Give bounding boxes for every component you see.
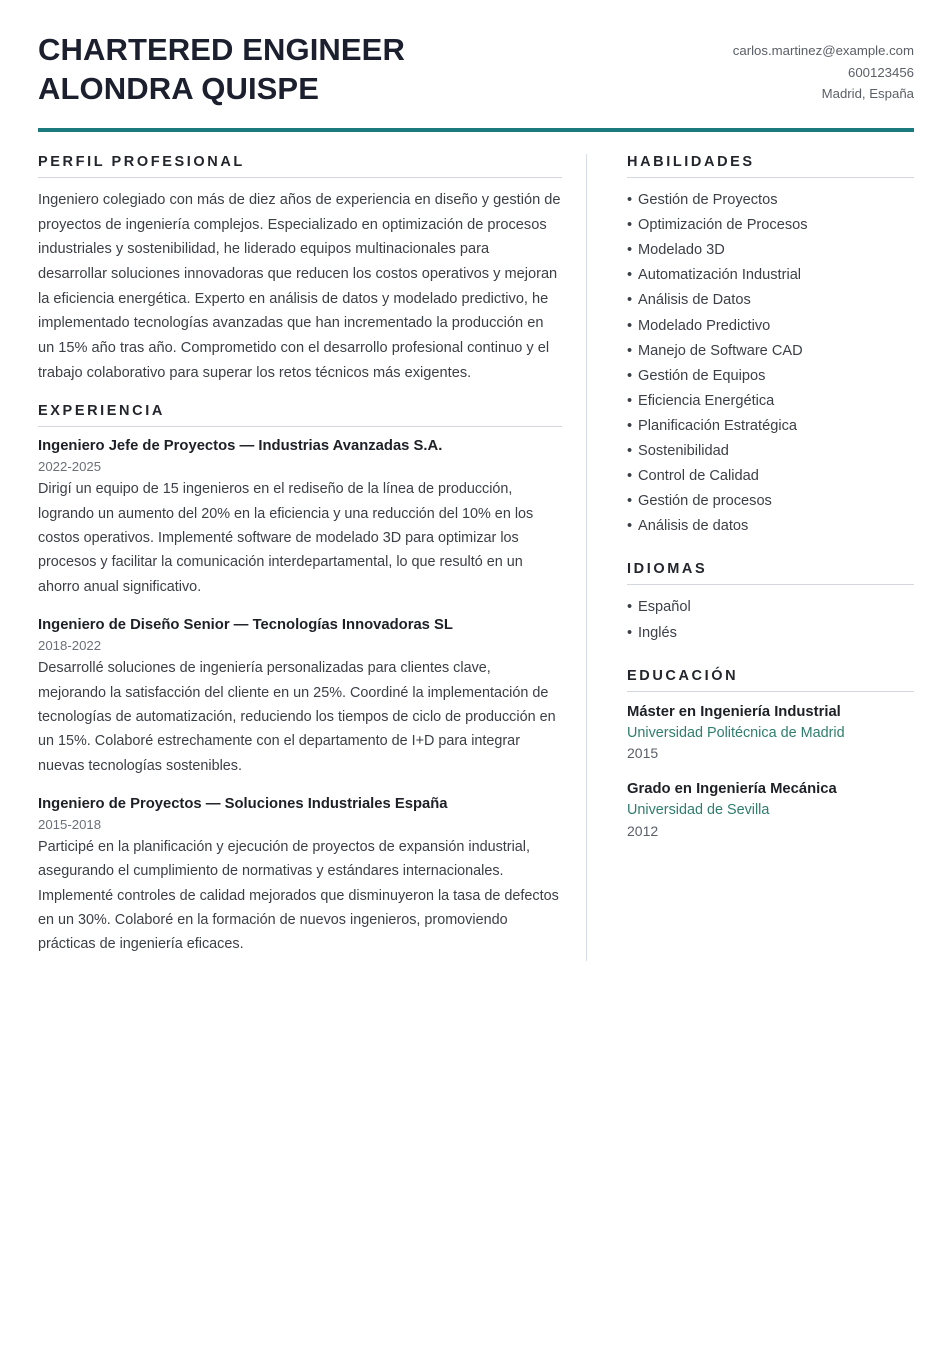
- bullet-icon: •: [627, 624, 633, 641]
- skills-heading-divider: [627, 177, 914, 178]
- resume-body: [38, 132, 914, 961]
- bullet-icon: •: [627, 443, 633, 460]
- experience-description: Desarrollé soluciones de ingeniería personalizadas para clientes clave, mejorando la satisfacción del cliente en un 25%. Coordiné la implementación de tecnologías de automatización, reduciendo los tiempos de ciclo de producción en un 15%. Colaboré estrechamente con el departamento de I+D para integrar nuevas tecnologías sostenibles.: [38, 660, 556, 774]
- skill-label: Eficiencia Energética: [638, 392, 775, 409]
- list-item: [627, 288, 914, 313]
- section-education: [627, 668, 914, 843]
- experience-role: Ingeniero de Diseño Senior — Tecnologías Innovadoras SL: [38, 617, 453, 634]
- section-skills: [627, 154, 914, 539]
- bullet-icon: •: [627, 267, 633, 284]
- language-label: Español: [638, 599, 691, 616]
- skill-label: Control de Calidad: [638, 468, 759, 485]
- contact-location: Madrid, España: [821, 86, 914, 102]
- profile-heading: PERFIL PROFESIONAL: [38, 154, 245, 171]
- skills-list: [627, 188, 914, 539]
- bullet-icon: •: [627, 599, 633, 616]
- list-item: [627, 595, 914, 620]
- list-item: [627, 464, 914, 489]
- bullet-icon: •: [627, 468, 633, 485]
- experience-heading: EXPERIENCIA: [38, 403, 165, 420]
- candidate-name: ALONDRA QUISPE: [38, 71, 319, 107]
- experience-description: Participé en la planificación y ejecución de proyectos de expansión industrial, asegurando el cumplimiento de normativas y estándares internacionales. Implementé controles de calidad mejorados que disminuyeron la tasa de defectos en un 30%. Colaboré en la formación de nuevos ingenieros, promoviendo prácticas de ingeniería eficaces.: [38, 839, 559, 953]
- list-item: [627, 314, 914, 339]
- bullet-icon: •: [627, 192, 633, 209]
- list-item: [627, 389, 914, 414]
- list-item: [627, 364, 914, 389]
- experience-item: [38, 795, 562, 957]
- education-year: 2015: [627, 745, 659, 762]
- bullet-icon: •: [627, 292, 633, 309]
- experience-item: [38, 616, 562, 778]
- education-degree: Máster en Ingeniería Industrial: [627, 703, 841, 720]
- section-profile: [38, 154, 562, 385]
- experience-item: [38, 437, 562, 599]
- skill-label: Manejo de Software CAD: [638, 342, 803, 359]
- skill-label: Gestión de procesos: [638, 493, 772, 510]
- profile-heading-divider: [38, 177, 562, 178]
- bullet-icon: •: [627, 342, 633, 359]
- skill-label: Análisis de Datos: [638, 292, 751, 309]
- bullet-icon: •: [627, 518, 633, 535]
- profile-text: Ingeniero colegiado con más de diez años de experiencia en diseño y gestión de proyectos de ingeniería complejos. Especializado en optimización de procesos industriales y sostenibilidad, he liderado equipos multinacionales para desarrollar soluciones innovadoras que reducen los costos operativos y mejoran la eficiencia energética. Experto en análisis de datos y modelado predictivo, he implementado tecnologías avanzadas que han incrementado la producción en un 15% año tras año. Comprometido con el desarrollo profesional continuo y el trabajo colaborativo para superar los retos técnicos más exigentes.: [38, 192, 561, 381]
- education-degree: Grado en Ingeniería Mecánica: [627, 781, 837, 798]
- education-school: Universidad Politécnica de Madrid: [627, 724, 845, 741]
- education-item: [627, 779, 914, 842]
- list-item: [627, 514, 914, 539]
- languages-heading: IDIOMAS: [627, 561, 708, 578]
- sidebar-column: [587, 154, 914, 846]
- bullet-icon: •: [627, 392, 633, 409]
- skill-label: Modelado 3D: [638, 242, 725, 259]
- section-languages: [627, 561, 914, 645]
- list-item: [627, 489, 914, 514]
- skill-label: Sostenibilidad: [638, 443, 729, 460]
- experience-heading-divider: [38, 426, 562, 427]
- contact-email: carlos.martinez@example.com: [732, 43, 914, 58]
- skill-label: Optimización de Procesos: [638, 217, 808, 234]
- headline-title: CHARTERED ENGINEER: [38, 32, 405, 67]
- contact-info: [733, 30, 914, 105]
- education-heading: EDUCACIÓN: [627, 667, 739, 684]
- list-item: [627, 263, 914, 288]
- list-item: [627, 188, 914, 213]
- experience-role: Ingeniero Jefe de Proyectos — Industrias Avanzadas S.A.: [38, 438, 443, 455]
- skill-label: Análisis de datos: [638, 518, 749, 535]
- list-item: [627, 339, 914, 364]
- skill-label: Gestión de Proyectos: [638, 192, 778, 209]
- skill-label: Automatización Industrial: [638, 267, 802, 284]
- skill-label: Gestión de Equipos: [638, 367, 766, 384]
- experience-dates: 2022-2025: [38, 459, 102, 475]
- experience-dates: 2018-2022: [38, 638, 102, 654]
- list-item: [627, 213, 914, 238]
- bullet-icon: •: [627, 217, 633, 234]
- list-item: [627, 621, 914, 646]
- education-school: Universidad de Sevilla: [627, 802, 770, 819]
- list-item: [627, 439, 914, 464]
- candidate-name-block: [38, 30, 405, 108]
- education-year: 2012: [627, 823, 659, 840]
- bullet-icon: •: [627, 317, 633, 334]
- experience-role: Ingeniero de Proyectos — Soluciones Industriales España: [38, 796, 448, 812]
- experience-description: Dirigí un equipo de 15 ingenieros en el rediseño de la línea de producción, logrando un aumento del 20% en la eficiencia y una reducción del 10% en los costos operativos. Implementé software de modelado 3D para optimizar los procesos y facilitar la comunicación interdepartamental, lo que resultó en un ahorro anual significativo.: [38, 481, 534, 595]
- bullet-icon: •: [627, 242, 633, 259]
- resume-header: [38, 0, 914, 108]
- experience-dates: 2015-2018: [38, 816, 102, 832]
- skill-label: Modelado Predictivo: [638, 317, 771, 334]
- skill-label: Planificación Estratégica: [638, 417, 797, 434]
- languages-list: [627, 595, 914, 645]
- section-experience: [38, 403, 562, 956]
- skills-heading: HABILIDADES: [627, 154, 755, 171]
- education-heading-divider: [627, 691, 914, 692]
- languages-heading-divider: [627, 584, 914, 585]
- education-item: [627, 702, 914, 765]
- bullet-icon: •: [627, 493, 633, 510]
- main-column: [38, 154, 586, 961]
- language-label: Inglés: [638, 624, 677, 641]
- bullet-icon: •: [627, 417, 633, 434]
- bullet-icon: •: [627, 367, 633, 384]
- list-item: [627, 414, 914, 439]
- list-item: [627, 238, 914, 263]
- contact-phone: 600123456: [847, 64, 914, 80]
